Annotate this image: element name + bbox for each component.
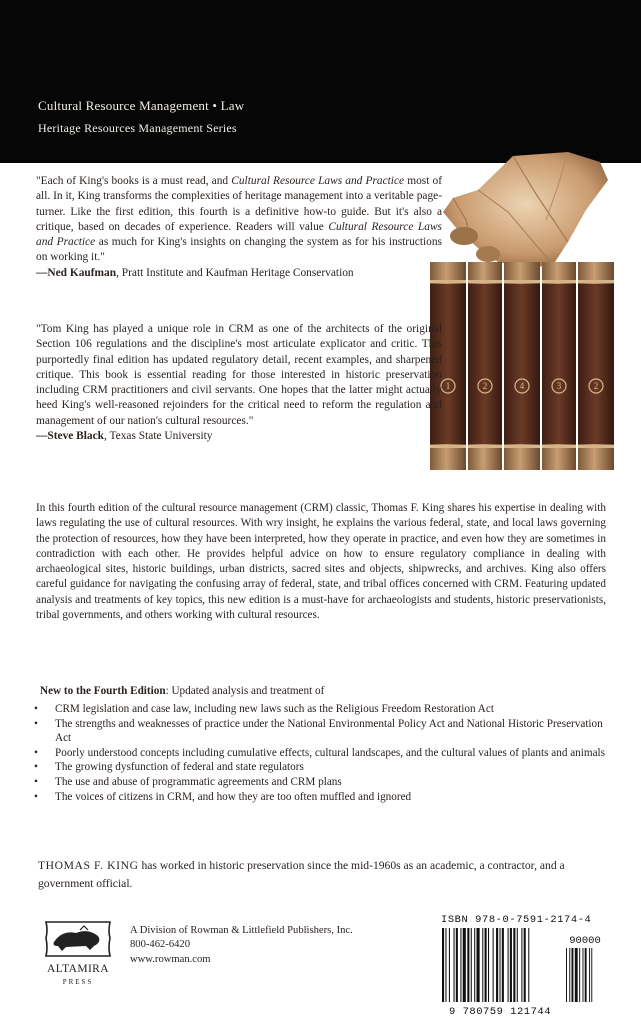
book-spines: [430, 262, 614, 470]
publisher-info: [130, 924, 353, 967]
spine-number-5: 2: [593, 381, 599, 391]
quote-affiliation: , Pratt Institute and Kaufman Heritage Conservation: [116, 266, 354, 279]
quote-author: —Ned Kaufman: [36, 266, 117, 279]
list-item-text: The growing dysfunction of federal and state regulators: [55, 761, 304, 774]
altamira-logo: [36, 916, 120, 992]
new-edition-heading: [40, 685, 324, 697]
quote-attribution: [36, 266, 442, 281]
bullet-icon: •: [34, 775, 38, 788]
author-bio: [38, 857, 608, 893]
quote-text: as much for King's insights on changing the system as for his instructions on working it.": [36, 236, 442, 264]
publisher-division: A Division of Rowman & Littlefield Publishers, Inc.: [130, 925, 353, 936]
quote-affiliation: , Texas State University: [104, 430, 213, 443]
quote-author: —Steve Black: [36, 430, 105, 443]
quote-attribution: [36, 429, 442, 444]
list-item: [24, 746, 614, 761]
quote-title-italic: Cultural Resource Laws and Practice: [36, 220, 442, 249]
list-item: [24, 760, 614, 775]
author-name: THOMAS F. KING: [38, 859, 139, 872]
header-band: [0, 0, 641, 163]
spine-number-4: 3: [556, 381, 562, 391]
spine-number-2: 2: [482, 381, 488, 391]
logo-name: ALTAMIRA: [47, 963, 109, 975]
list-item: [24, 775, 614, 790]
quote-text: most of all. In it, King transforms the complexities of heritage management into a veritable page-turner. Like the first edition, this fourth is a definitive how-to guide. But it's also a critique, based on decades of experience. Readers will value: [36, 175, 442, 233]
bullet-icon: •: [34, 761, 38, 774]
isbn-barcode: [438, 926, 608, 1016]
list-item: [24, 702, 614, 717]
new-edition-intro: : Updated analysis and treatment of: [165, 685, 325, 697]
books-and-shell-illustration: [418, 150, 624, 470]
quote-text: "Tom King has played a unique role in CRM as one of the architects of the original Section 106 regulations and the discipline's most articulate explicator and critic. This purportedly final edition has updated regulatory detail, recent examples, and sharpened critique. This book is essential reading for those interested in historic preservation including CRM practitioners and civil servants. One hopes that the latter might actually heed King's well-reasoned rejoinders for the critical need to reform the regulation and management of our nation's cultural resources.": [36, 323, 442, 427]
new-edition-list: [24, 702, 614, 804]
new-edition-title: New to the Fourth Edition: [40, 685, 166, 697]
spine-number-1: 1: [445, 381, 451, 391]
endorsement-quote-black: [36, 322, 442, 444]
quote-text: "Each of King's books is a must read, and: [36, 175, 232, 187]
author-bio-text: has worked in historic preservation since the mid-1960s as an academic, a contractor, and a government official.: [38, 859, 565, 890]
quote-title-italic: Cultural Resource Laws and Practice: [231, 175, 405, 187]
isbn-label: ISBN 978-0-7591-2174-4: [441, 914, 592, 926]
publisher-website[interactable]: www.rowman.com: [130, 953, 211, 965]
book-description: In this fourth edition of the cultural resource management (CRM) classic, Thomas F. King shares his expertise in dealing with laws regulating the use of cultural resources. With wry insight, he explains the various federal, state, and local laws governing the protection of resources, how they have been interpreted, how they operate in practice, and even how they are sometimes in contradiction with each other. He provides helpful advice on how to ensure regulatory compliance in dealing with archaeological sites, historic buildings, urban districts, sacred sites and objects, shipwrecks, and archives. King also offers careful guidance for navigating the confusing array of federal, state, and tribal offices concerned with CRM. Featuring updated analysis and treatments of key topics, this new edition is a must-have for archaeologists and students, historic preservationists, tribal governments, and others working with cultural resources.: [36, 502, 606, 622]
category-line: Cultural Resource Management • Law: [38, 98, 245, 113]
bullet-icon: •: [34, 746, 38, 759]
barcode-number: 9 780759 121744: [448, 1006, 552, 1016]
series-line: Heritage Resources Management Series: [38, 121, 237, 135]
list-item-text: The use and abuse of programmatic agreements and CRM plans: [55, 775, 342, 788]
bullet-icon: •: [34, 703, 38, 715]
conch-shell: [443, 152, 608, 268]
bullet-icon: •: [34, 717, 38, 730]
price-code: 90000: [569, 935, 601, 947]
list-item-text: CRM legislation and case law, including new laws such as the Religious Freedom Restoration Act: [55, 703, 494, 715]
list-item: [24, 790, 614, 805]
endorsement-quote-kaufman: [36, 174, 442, 281]
list-item-text: Poorly understood concepts including cumulative effects, cultural landscapes, and the cultural values of plants and animals: [55, 746, 606, 759]
list-item-text: The strengths and weaknesses of practice under the National Environmental Policy Act and National Historic Preservation Act: [55, 717, 603, 745]
list-item: [24, 717, 614, 746]
bullet-icon: •: [34, 790, 38, 803]
spine-number-3: 4: [519, 381, 525, 391]
list-item-text: The voices of citizens in CRM, and how they are too often muffled and ignored: [55, 790, 412, 803]
logo-sub: PRESS: [62, 978, 94, 986]
publisher-phone: 800-462-6420: [130, 939, 191, 951]
